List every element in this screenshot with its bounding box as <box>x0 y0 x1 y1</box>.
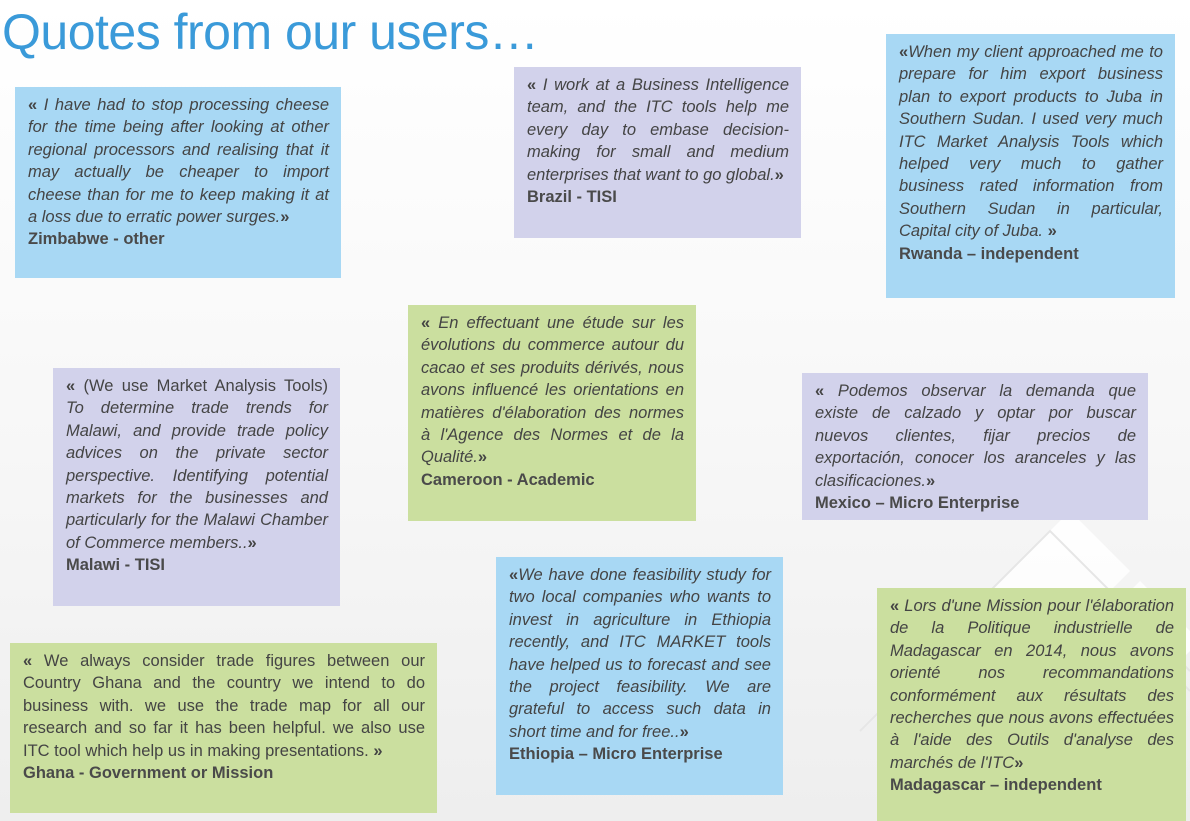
open-quote-mark: « <box>28 96 38 114</box>
quote-card-madagascar <box>877 588 1186 821</box>
open-quote-mark: « <box>815 382 825 400</box>
page-title: Quotes from our users… <box>2 4 539 60</box>
quote-attribution: Brazil - TISI <box>527 188 617 207</box>
quote-card-rwanda <box>886 34 1175 298</box>
quote-attribution: Rwanda – independent <box>899 244 1079 263</box>
open-quote-mark: « <box>509 566 519 584</box>
open-quote-mark: « <box>66 377 76 395</box>
close-quote-mark: » <box>679 722 689 741</box>
quote-attribution: Madagascar – independent <box>890 776 1102 795</box>
quote-text: « En effectuant une étude sur les évolutions du commerce autour du cacao et ses produits dérivés, nous avons influencé les orientations en matières d'élaboration des normes à l'Agence des Normes et de la Qualité.» <box>421 314 684 467</box>
open-quote-mark: « <box>527 76 537 94</box>
quote-text: « Podemos observar la demanda que existe de calzado y optar por buscar nuevos clientes, fijar precios de exportación, conocer los aranceles y las clasificaciones.» <box>815 382 1136 490</box>
quote-card-cameroon <box>408 305 696 521</box>
quote-attribution: Malawi - TISI <box>66 556 166 575</box>
close-quote-mark: » <box>477 448 488 467</box>
quote-card-brazil <box>514 67 801 238</box>
open-quote-mark: « <box>421 314 431 332</box>
open-quote-mark: « <box>890 597 900 615</box>
open-quote-mark: « <box>23 652 33 670</box>
quote-card-ghana <box>10 643 437 813</box>
quote-attribution: Mexico – Micro Enterprise <box>815 494 1020 513</box>
quote-card-malawi <box>53 368 340 606</box>
quote-text: « (We use Market Analysis Tools) To determine trade trends for Malawi, and provide trade policy advices on the private sector perspective. Identifying potential markets for the businesses and particularly for the Malawi Chamber of Commerce members..» <box>66 377 328 552</box>
close-quote-mark: » <box>774 165 784 184</box>
quote-text: « I have had to stop processing cheese for the time being after looking at other regional processors and realising that it may actually be cheaper to import cheese than for me to keep making it at a loss due to erratic power surges.» <box>28 96 329 227</box>
close-quote-mark: » <box>1047 222 1057 241</box>
quote-text: «We have done feasibility study for two local companies who wants to invest in agriculture in Ethiopia recently, and ITC MARKET tools have helped us to forecast and see the project feasibility. We are grateful to access such data in short time and for free..» <box>509 566 771 741</box>
quote-text: « We always consider trade figures between our Country Ghana and the country we intend to do business with. we use the trade map for all our research and so far it has been helpful. we also use ITC tool which help us in making presentations. » <box>23 652 425 760</box>
quote-attribution: Zimbabwe - other <box>28 230 165 249</box>
close-quote-mark: » <box>280 208 290 227</box>
quote-card-ethiopia <box>496 557 783 795</box>
close-quote-mark: » <box>1014 753 1024 772</box>
quote-card-mexico <box>802 373 1148 520</box>
quote-attribution: Ethiopia – Micro Enterprise <box>509 745 723 764</box>
quote-attribution: Cameroon - Academic <box>421 470 595 489</box>
close-quote-mark: » <box>247 533 257 552</box>
quote-card-zimbabwe <box>15 87 341 278</box>
quote-attribution: Ghana - Government or Mission <box>23 764 274 783</box>
quote-text: « I work at a Business Intelligence team, and the ITC tools help me every day to embase decision-making for small and medium enterprises that want to go global.» <box>527 76 789 184</box>
quote-text: «When my client approached me to prepare for him export business plan to export products to Juba in Southern Sudan. I used very much ITC Market Analysis Tools which helped very much to gather business rated information from Southern Sudan in particular, Capital city of Juba. » <box>899 43 1163 241</box>
close-quote-mark: » <box>925 471 936 490</box>
close-quote-mark: » <box>373 741 383 760</box>
open-quote-mark: « <box>899 43 909 61</box>
quote-text: « Lors d'une Mission pour l'élaboration de la Politique industrielle de Madagascar en 2014, nous avons orienté nos recommandations conformément aux résultats des recherches que nous avons effectuées à l'aide des Outils d'analyse des marchés de l'ITC» <box>890 597 1174 772</box>
